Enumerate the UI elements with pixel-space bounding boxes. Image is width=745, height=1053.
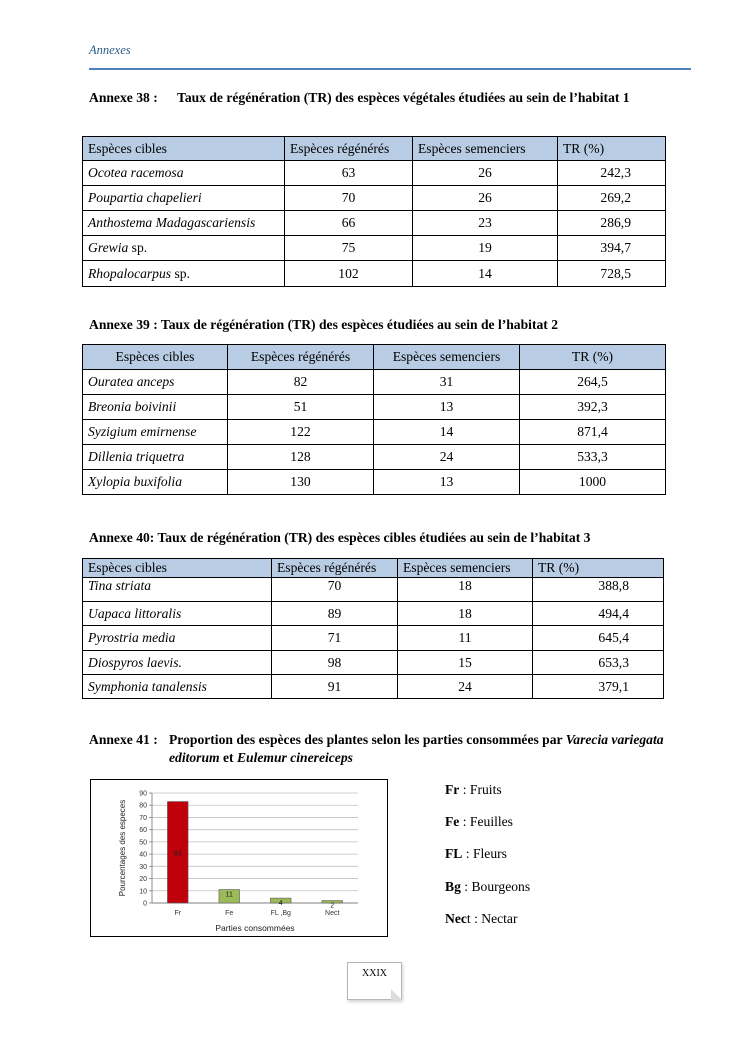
- data-label: 83: [173, 850, 182, 858]
- table-row: [83, 186, 666, 211]
- legend-item: [445, 846, 507, 862]
- species-name: Anthostema Madagascariensis: [88, 215, 256, 230]
- regenerated-cell: 66: [285, 211, 413, 236]
- species-cell: Symphonia tanalensis: [83, 675, 272, 699]
- tr-cell: 728,5: [558, 261, 666, 287]
- tr-cell: 264,5: [520, 370, 666, 395]
- species-cell: [83, 161, 285, 186]
- column-header: TR (%): [520, 345, 666, 370]
- legend-text: Nectar: [481, 911, 518, 926]
- annex-41-caption: [89, 731, 664, 767]
- species-suffix: sp.: [128, 240, 148, 255]
- column-header: Espèces semenciers: [374, 345, 520, 370]
- legend-sep: :: [462, 846, 473, 861]
- data-label: 4: [278, 900, 283, 908]
- column-header: TR (%): [558, 137, 666, 161]
- page-number-box: [347, 962, 402, 1000]
- table-row: [83, 578, 664, 602]
- seed-cell: 31: [374, 370, 520, 395]
- table-row: [83, 651, 664, 675]
- annex-41-title-text: Proportion des espèces des plantes selon les parties consommées par: [169, 732, 563, 747]
- legend-abbr: FL: [445, 846, 463, 861]
- seed-cell: 24: [374, 445, 520, 470]
- y-tick-label: 10: [139, 888, 147, 896]
- x-tick-label: Fe: [225, 910, 234, 917]
- species-name: Poupartia chapelieri: [88, 190, 202, 205]
- y-tick-label: 50: [139, 839, 147, 847]
- table-row: [83, 211, 666, 236]
- species-cell: Syzigium emirnense: [83, 420, 228, 445]
- regenerated-cell: 51: [228, 395, 374, 420]
- y-tick-label: 70: [139, 814, 147, 822]
- x-tick-label: Nect: [325, 910, 340, 917]
- regenerated-cell: 128: [228, 445, 374, 470]
- y-tick-label: 80: [139, 802, 147, 810]
- annex-40-title: Taux de régénération (TR) des espèces cibles étudiées au sein de l’habitat 3: [157, 530, 591, 545]
- seed-cell: 23: [413, 211, 558, 236]
- legend-abbr: Bg: [445, 879, 461, 894]
- annex-41-label: Annexe 41 :: [89, 732, 158, 747]
- seed-cell: 24: [398, 675, 533, 699]
- seed-cell: 14: [413, 261, 558, 287]
- species-cell: Tina striata: [83, 578, 272, 602]
- column-header: Espèces cibles: [83, 137, 285, 161]
- table-row: [83, 370, 666, 395]
- column-header: Espèces régénérés: [228, 345, 374, 370]
- tr-cell: 388,8: [533, 578, 664, 602]
- regenerated-cell: 82: [228, 370, 374, 395]
- x-axis-title: Parties consommées: [215, 923, 295, 933]
- legend-text: Fruits: [469, 782, 502, 797]
- regenerated-cell: 122: [228, 420, 374, 445]
- seed-cell: 13: [374, 395, 520, 420]
- species-cell: [83, 211, 285, 236]
- table-row: [83, 602, 664, 626]
- y-tick-label: 90: [139, 790, 147, 798]
- tr-cell: 392,3: [520, 395, 666, 420]
- species-suffix: sp.: [171, 265, 190, 281]
- table-row: [83, 470, 666, 495]
- annex-38-caption: [89, 89, 655, 107]
- tr-cell: 871,4: [520, 420, 666, 445]
- page-number: XXIX: [362, 968, 387, 979]
- species-cell: Diospyros laevis.: [83, 651, 272, 675]
- table-header-row: [83, 559, 664, 578]
- legend-item: [445, 782, 502, 798]
- species-name: Rhopalocarpus: [88, 265, 172, 281]
- legend-item: [445, 911, 517, 927]
- annex-38-table: [82, 136, 666, 287]
- column-header: TR (%): [533, 559, 664, 578]
- legend-text: Bourgeons: [471, 879, 531, 894]
- species-cell: Uapaca littoralis: [83, 602, 272, 626]
- column-header: Espèces semenciers: [413, 137, 558, 161]
- page-corner-fold: [391, 989, 402, 1000]
- legend-abbr: Fe: [445, 814, 460, 829]
- legend-text: Feuilles: [469, 814, 513, 829]
- legend-text: Fleurs: [472, 846, 507, 861]
- y-tick-label: 60: [139, 827, 147, 835]
- legend-sep: :: [460, 879, 472, 894]
- table-row: [83, 420, 666, 445]
- column-header: Espèces cibles: [83, 559, 272, 578]
- species-cell: Dillenia triquetra: [83, 445, 228, 470]
- tr-cell: 269,2: [558, 186, 666, 211]
- y-axis-title: Pourcentages des especes: [118, 799, 127, 897]
- species-name: Grewia: [88, 240, 129, 255]
- species-cell: [83, 261, 285, 287]
- seed-cell: 19: [413, 236, 558, 261]
- y-tick-label: 40: [139, 851, 147, 859]
- data-label: 11: [225, 891, 233, 899]
- tr-cell: 653,3: [533, 651, 664, 675]
- y-tick-label: 20: [139, 876, 147, 884]
- column-header: Espèces cibles: [83, 345, 228, 370]
- column-header: Espèces régénérés: [272, 559, 398, 578]
- header-rule: [89, 68, 691, 70]
- seed-cell: 26: [413, 161, 558, 186]
- regenerated-cell: 75: [285, 236, 413, 261]
- table-row: [83, 236, 666, 261]
- regenerated-cell: 70: [272, 578, 398, 602]
- legend-item: [445, 814, 513, 830]
- seed-cell: 15: [398, 651, 533, 675]
- regenerated-cell: 70: [285, 186, 413, 211]
- tr-cell: 286,9: [558, 211, 666, 236]
- tr-cell: 645,4: [533, 626, 664, 651]
- species-cell: Pyrostria media: [83, 626, 272, 651]
- tr-cell: 1000: [520, 470, 666, 495]
- species-name: Ocotea racemosa: [88, 165, 184, 180]
- species-cell: [83, 186, 285, 211]
- annex-39-title: Taux de régénération (TR) des espèces étudiées au sein de l’habitat 2: [160, 317, 558, 332]
- legend-abbr: Fr: [445, 782, 460, 797]
- y-tick-label: 30: [139, 863, 147, 871]
- legend-item: [445, 879, 530, 895]
- tr-cell: 533,3: [520, 445, 666, 470]
- annex-41-species-1: Varecia variegata editorum: [169, 732, 664, 765]
- species-cell: Breonia boivinii: [83, 395, 228, 420]
- seed-cell: 26: [413, 186, 558, 211]
- regenerated-cell: 91: [272, 675, 398, 699]
- annex-39-table: [82, 344, 666, 495]
- species-cell: Ouratea anceps: [83, 370, 228, 395]
- consumed-parts-chart: [90, 779, 388, 937]
- annex-39-label: Annexe 39 :: [89, 317, 158, 332]
- seed-cell: 13: [374, 470, 520, 495]
- annex-41-title: [169, 731, 664, 767]
- legend-sep: t :: [466, 911, 482, 926]
- table-header-row: [83, 345, 666, 370]
- x-tick-label: FL ,Bg: [270, 910, 291, 917]
- table-row: [83, 445, 666, 470]
- annex-41-species-2: Eulemur cinereiceps: [236, 750, 353, 765]
- tr-cell: 379,1: [533, 675, 664, 699]
- tr-cell: 242,3: [558, 161, 666, 186]
- species-cell: [83, 236, 285, 261]
- regenerated-cell: 130: [228, 470, 374, 495]
- y-tick-label: 0: [143, 900, 147, 908]
- species-cell: Xylopia buxifolia: [83, 470, 228, 495]
- regenerated-cell: 63: [285, 161, 413, 186]
- regenerated-cell: 102: [285, 261, 413, 287]
- legend-sep: :: [459, 814, 470, 829]
- table-row: [83, 261, 666, 287]
- seed-cell: 18: [398, 578, 533, 602]
- annex-41-conjunction: et: [223, 750, 234, 765]
- tr-cell: 494,4: [533, 602, 664, 626]
- table-row: [83, 161, 666, 186]
- annex-38-label: Annexe 38 :: [89, 90, 158, 105]
- annex-40-table: [82, 558, 664, 699]
- column-header: Espèces régénérés: [285, 137, 413, 161]
- regenerated-cell: 98: [272, 651, 398, 675]
- annex-39-caption: [89, 316, 558, 334]
- annex-40-label: Annexe 40:: [89, 530, 155, 545]
- annex-40-caption: [89, 529, 590, 547]
- tr-cell: 394,7: [558, 236, 666, 261]
- legend-sep: :: [459, 782, 470, 797]
- legend-abbr: Nec: [445, 911, 467, 926]
- table-header-row: [83, 137, 666, 161]
- annex-38-title: Taux de régénération (TR) des espèces végétales étudiées au sein de l’habitat 1: [177, 90, 630, 105]
- seed-cell: 11: [398, 626, 533, 651]
- table-row: [83, 675, 664, 699]
- table-row: [83, 626, 664, 651]
- seed-cell: 14: [374, 420, 520, 445]
- regenerated-cell: 89: [272, 602, 398, 626]
- data-label: 2: [330, 902, 335, 910]
- regenerated-cell: 71: [272, 626, 398, 651]
- table-row: [83, 395, 666, 420]
- x-tick-label: Fr: [174, 910, 182, 917]
- running-title: Annexes: [89, 43, 131, 57]
- chart-canvas: [91, 780, 387, 936]
- seed-cell: 18: [398, 602, 533, 626]
- column-header: Espèces semenciers: [398, 559, 533, 578]
